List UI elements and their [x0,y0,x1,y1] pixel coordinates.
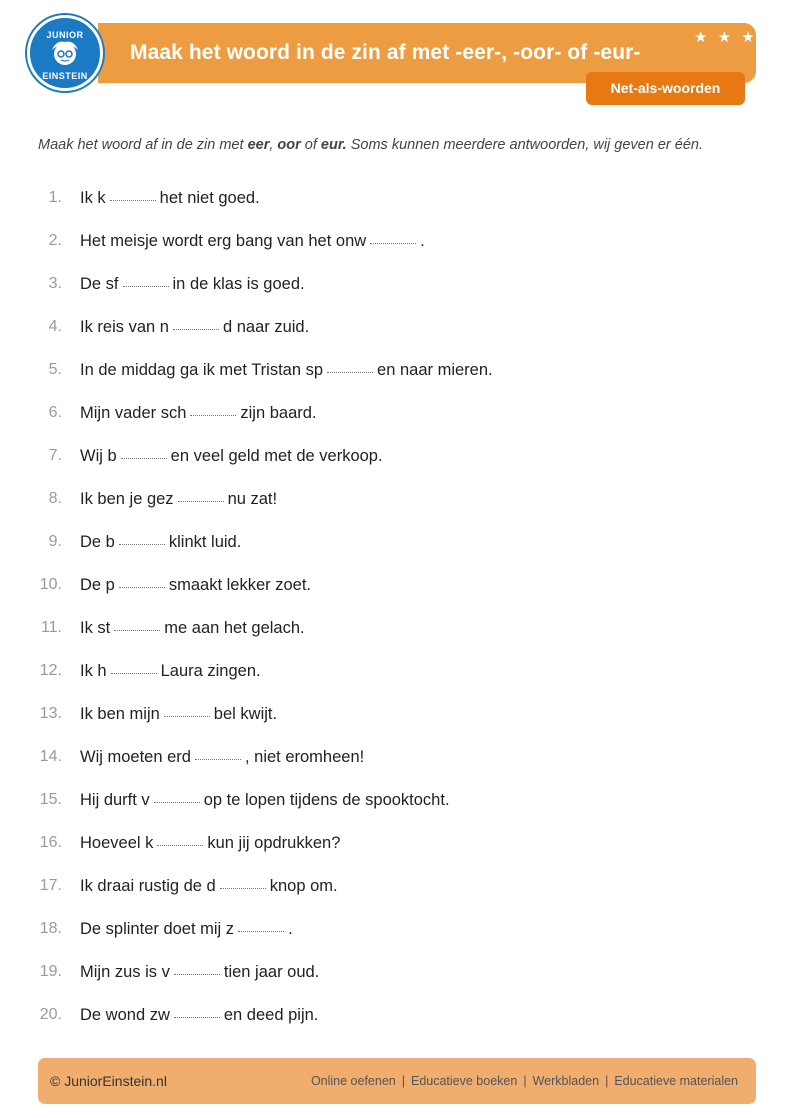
footer-separator: | [523,1074,527,1088]
exercise-row [0,745,794,771]
sentence-start: Ik ben je gez [80,490,174,508]
exercise-sentence [80,318,309,337]
sentence-start: Ik reis van n [80,318,169,336]
instruction-oor: oor [277,137,301,153]
instruction-text: Maak het woord af in de zin met eer, oor of eur. Soms kunnen meerdere antwoorden, wij geven er één. [38,137,703,153]
exercise-sentence [80,791,450,810]
exercise-number: 16. [39,834,62,851]
sentence-end: en naar mieren. [377,361,493,379]
category-badge: Net-als-woorden [586,72,745,105]
sentence-start: Ik ben mijn [80,705,160,723]
sentence-start: Ik k [80,189,106,207]
footer-link-educatieve-boeken[interactable]: Educatieve boeken [410,1074,518,1088]
exercise-sentence [80,404,317,423]
exercise-sentence [80,619,305,638]
answer-blank[interactable] [327,372,373,373]
footer-separator: | [605,1074,609,1088]
exercise-row [0,315,794,341]
exercise-sentence [80,189,260,208]
exercise-row [0,659,794,685]
footer-separator: | [401,1074,405,1088]
exercise-row [0,229,794,255]
answer-blank[interactable] [110,200,156,201]
sentence-start: Mijn zus is v [80,963,170,981]
sentence-start: Het meisje wordt erg bang van het onw [80,232,367,250]
exercise-number: 10. [39,576,62,593]
answer-blank[interactable] [154,802,200,803]
answer-blank[interactable] [111,673,157,674]
answer-blank[interactable] [119,544,165,545]
exercise-sentence [80,748,364,767]
answer-blank[interactable] [174,974,220,975]
logo-text-einstein: EINSTEIN [42,71,88,81]
instruction-eer: eer [247,137,270,153]
exercise-number: 6. [48,404,62,421]
exercise-sentence [80,963,319,982]
sentence-end: . [420,232,425,250]
sentence-end: bel kwijt. [213,705,278,723]
sentence-end: nu zat! [227,490,278,508]
exercise-sentence [80,1006,318,1025]
sentence-end: in de klas is goed. [172,275,305,293]
sentence-start: Wij moeten erd [80,748,191,766]
sentence-start: Ik st [80,619,111,637]
answer-blank[interactable] [123,286,169,287]
sentence-start: Hoeveel k [80,834,154,852]
footer-link-educatieve-materialen[interactable]: Educatieve materialen [614,1074,738,1088]
sentence-end: het niet goed. [159,189,260,207]
exercise-sentence [80,920,293,939]
exercise-number: 1. [48,189,62,206]
exercise-sentence [80,705,277,724]
exercise-sentence [80,447,383,466]
sentence-start: Hij durft v [80,791,150,809]
sentence-end: tien jaar oud. [223,963,320,981]
exercise-number: 12. [39,662,62,679]
exercise-row [0,831,794,857]
answer-blank[interactable] [157,845,203,846]
exercise-row [0,358,794,384]
answer-blank[interactable] [119,587,165,588]
sentence-start: In de middag ga ik met Tristan sp [80,361,324,379]
exercise-number: 13. [39,705,62,722]
page-title: Maak het woord in de zin af met -eer-, -oor- of -eur- [130,41,641,64]
exercise-sentence [80,490,277,509]
exercise-sentence [80,361,493,380]
sentence-end: smaakt lekker zoet. [168,576,311,594]
exercise-row [0,444,794,470]
exercise-number: 7. [48,447,62,464]
exercise-row [0,530,794,556]
logo-text-junior: JUNIOR [46,30,84,40]
exercise-number: 5. [48,361,62,378]
exercise-row [0,487,794,513]
sentence-start: De sf [80,275,119,293]
answer-blank[interactable] [220,888,266,889]
sentence-start: Wij b [80,447,117,465]
exercise-row [0,401,794,427]
exercise-number: 20. [39,1006,62,1023]
exercise-row [0,1003,794,1029]
exercise-sentence [80,834,340,853]
sentence-start: De b [80,533,115,551]
exercise-number: 17. [39,877,62,894]
exercise-row [0,616,794,642]
sentence-end: . [288,920,293,938]
exercise-sentence [80,275,305,294]
exercise-row [0,788,794,814]
exercise-row [0,960,794,986]
answer-blank[interactable] [238,931,284,932]
answer-blank[interactable] [174,1017,220,1018]
sentence-end: d naar zuid. [222,318,310,336]
exercise-number: 15. [39,791,62,808]
sentence-start: Ik h [80,662,107,680]
junior-einstein-logo [27,15,103,91]
exercise-number: 2. [48,232,62,249]
exercise-row [0,272,794,298]
sentence-end: op te lopen tijdens de spooktocht. [203,791,450,809]
sentence-end: kun jij opdrukken? [207,834,341,852]
footer-copyright: © JuniorEinstein.nl [50,1073,167,1089]
exercise-row [0,702,794,728]
sentence-end: Laura zingen. [160,662,261,680]
sentence-end: me aan het gelach. [164,619,305,637]
footer-links [311,1074,738,1088]
exercise-sentence [80,232,425,251]
exercise-number: 18. [39,920,62,937]
exercise-sentence [80,533,241,552]
footer-link-online-oefenen[interactable]: Online oefenen [310,1074,396,1088]
sentence-end: en deed pijn. [223,1006,319,1024]
sentence-end: zijn baard. [240,404,317,422]
sentence-start: Ik draai rustig de d [80,877,216,895]
exercise-number: 4. [48,318,62,335]
answer-blank[interactable] [190,415,236,416]
answer-blank[interactable] [370,243,416,244]
exercise-number: 19. [39,963,62,980]
exercise-row [0,573,794,599]
sentence-end: , niet eromheen! [244,748,365,766]
answer-blank[interactable] [178,501,224,502]
exercise-row [0,874,794,900]
exercise-number: 3. [48,275,62,292]
exercise-row [0,917,794,943]
answer-blank[interactable] [164,716,210,717]
sentence-start: De splinter doet mij z [80,920,235,938]
answer-blank[interactable] [195,759,241,760]
exercise-number: 8. [48,490,62,507]
exercise-sentence [80,576,311,595]
footer-link-werkbladen[interactable]: Werkbladen [532,1074,600,1088]
sentence-end: klinkt luid. [168,533,242,551]
difficulty-stars: ★ ★ ★ [694,29,758,46]
sentence-end: knop om. [269,877,338,895]
exercise-row [0,186,794,212]
answer-blank[interactable] [121,458,167,459]
exercise-sentence [80,877,338,896]
answer-blank[interactable] [173,329,219,330]
exercise-sentence [80,662,261,681]
instruction-eur: eur. [320,137,347,153]
sentence-start: Mijn vader sch [80,404,187,422]
footer [38,1058,756,1104]
exercise-number: 11. [40,619,62,636]
sentence-start: De p [80,576,115,594]
exercise-number: 14. [39,748,62,765]
exercise-number: 9. [48,533,62,550]
sentence-start: De wond zw [80,1006,170,1024]
sentence-end: en veel geld met de verkoop. [170,447,383,465]
answer-blank[interactable] [114,630,160,631]
